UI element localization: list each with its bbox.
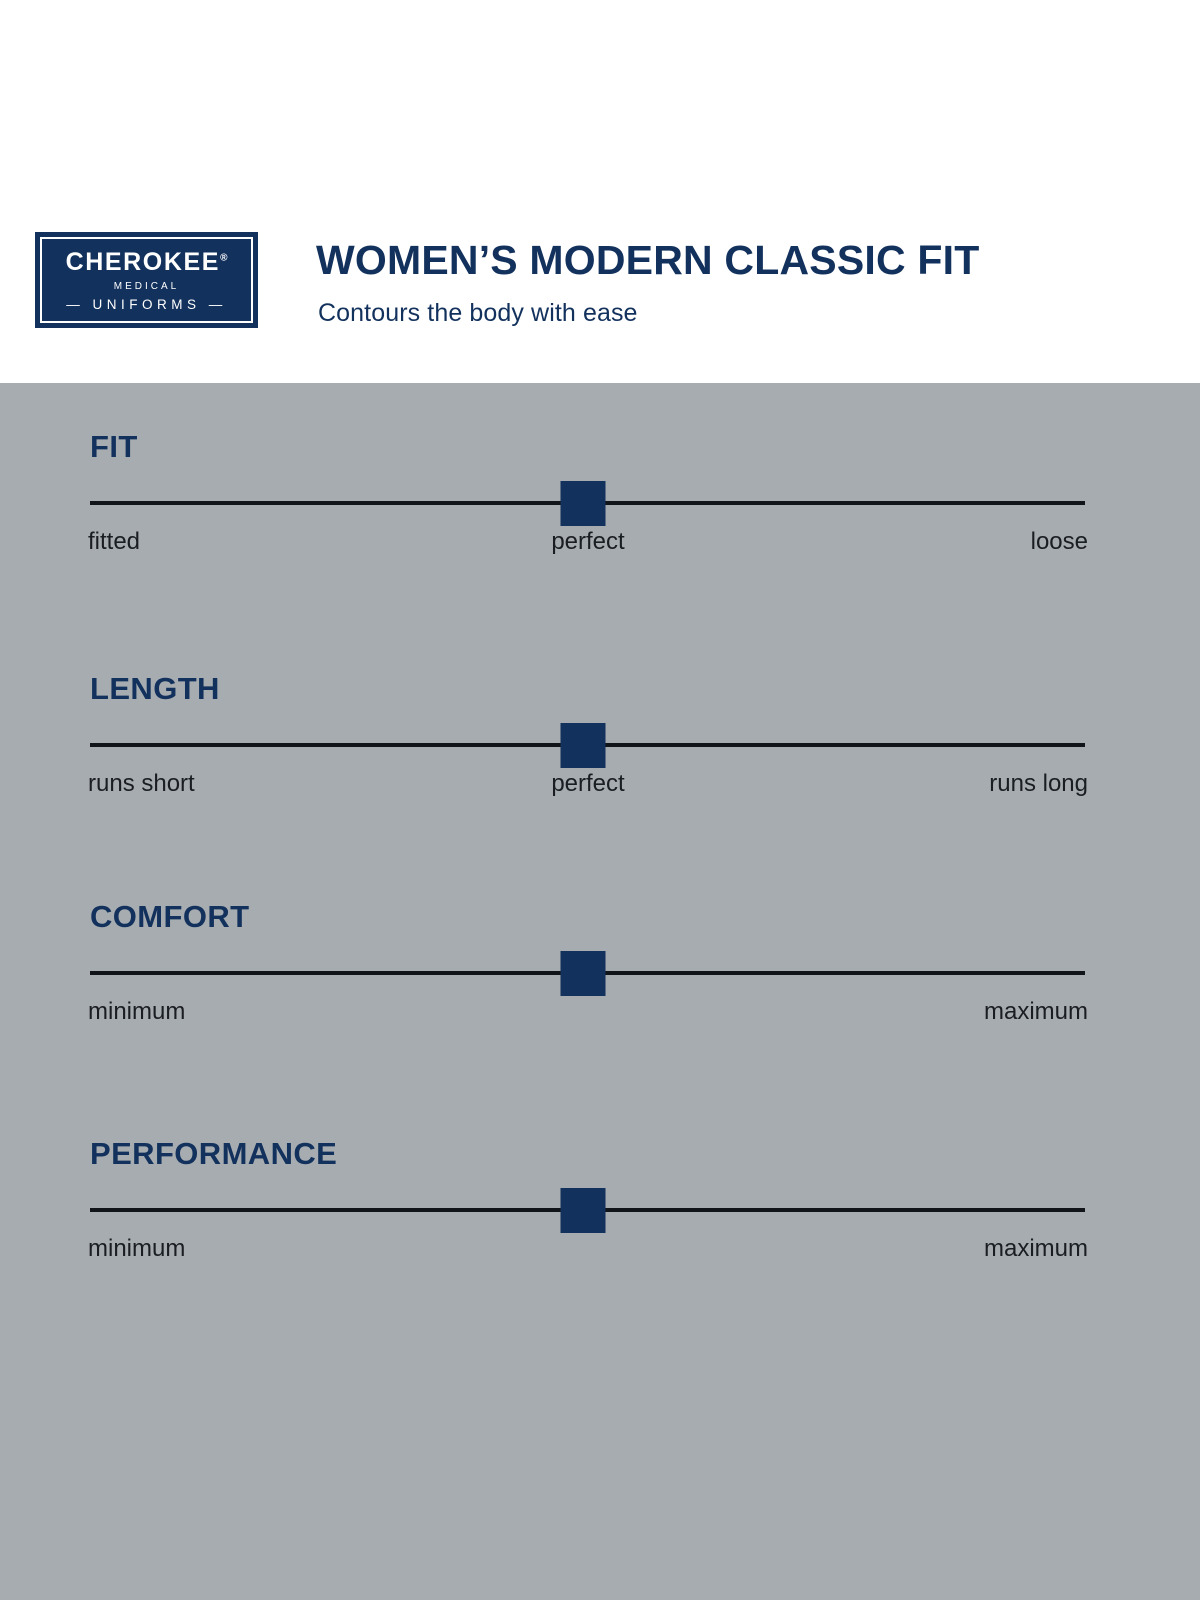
logo-brand-word: CHEROKEE xyxy=(65,248,221,277)
scale-length-label-center: perfect xyxy=(551,770,625,797)
scales-panel xyxy=(0,383,1200,1600)
scale-comfort-title: COMFORT xyxy=(90,899,250,934)
scale-length-marker[interactable] xyxy=(560,723,605,768)
scale-fit-title: FIT xyxy=(90,429,138,464)
page-title: WOMEN’S MODERN CLASSIC FIT xyxy=(316,237,980,283)
page-subtitle: Contours the body with ease xyxy=(318,299,638,327)
scale-length-labels xyxy=(88,771,1088,801)
scale-fit-label-center: perfect xyxy=(551,528,625,555)
scale-performance-label-left: minimum xyxy=(88,1235,186,1262)
logo-inner-frame xyxy=(40,237,253,323)
scale-performance-marker[interactable] xyxy=(560,1188,605,1233)
scale-fit-labels xyxy=(88,529,1088,559)
logo-brand-text xyxy=(66,250,228,275)
logo-uniforms-text: — UNIFORMS — xyxy=(66,297,227,313)
scale-length-label-left: runs short xyxy=(88,770,195,797)
scale-comfort-marker[interactable] xyxy=(560,951,605,996)
scale-performance-labels xyxy=(88,1236,1088,1266)
logo-medical-text: MEDICAL xyxy=(113,281,180,293)
scale-comfort-label-left: minimum xyxy=(88,998,186,1025)
scale-fit-label-left: fitted xyxy=(88,528,141,555)
scale-fit-marker[interactable] xyxy=(560,481,605,526)
scale-performance-title: PERFORMANCE xyxy=(90,1136,338,1171)
scale-comfort-label-right: maximum xyxy=(983,998,1088,1025)
scale-length-title: LENGTH xyxy=(90,671,220,706)
scale-performance-label-right: maximum xyxy=(983,1235,1088,1262)
scale-length-label-right: runs long xyxy=(989,770,1088,797)
cherokee-logo xyxy=(35,232,258,328)
page-header xyxy=(0,0,1200,388)
scale-comfort-labels xyxy=(88,999,1088,1029)
scale-fit-label-right: loose xyxy=(1030,528,1088,555)
logo-registered-mark: ® xyxy=(220,252,228,264)
